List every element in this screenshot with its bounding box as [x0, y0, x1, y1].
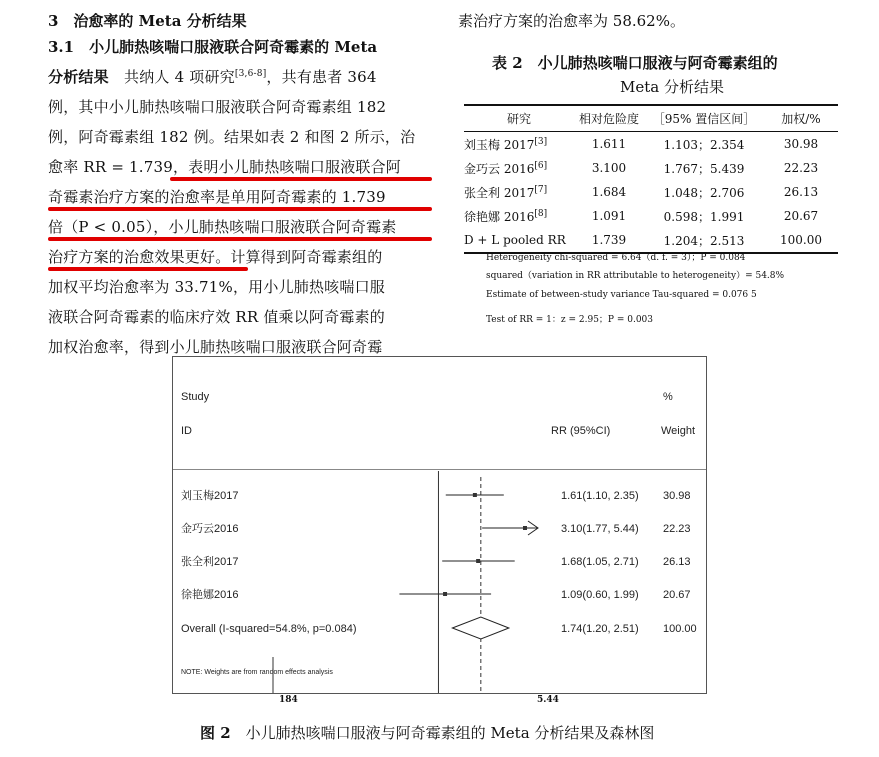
para-line-3: 例，阿奇霉素组 182 例。结果如表 2 和图 2 所示，治: [48, 128, 416, 146]
cell-study: [464, 204, 574, 228]
figure-caption-text: 小儿肺热咳喘口服液与阿奇霉素组的 Meta 分析结果及森林图: [230, 724, 655, 742]
red-underline: [48, 237, 432, 241]
overall-label: Overall (I-squared=54.8%, p=0.084): [181, 623, 357, 635]
red-underline: [170, 177, 432, 181]
table-caption: 表 2 小儿肺热咳喘口服液与阿奇霉素组的: [492, 54, 778, 72]
section-heading-3-1: 3.1 小儿肺热咳喘口服液联合阿奇霉素的 Meta: [48, 38, 378, 56]
meta-table: [464, 104, 838, 254]
para-line-9: 液联合阿奇霉素的临床疗效 RR 值乘以阿奇霉素的: [48, 308, 385, 326]
cell-rr: 1.684: [591, 185, 627, 199]
study-name: 徐艳娜 2016: [464, 209, 535, 224]
axis-right-label: 5.44: [537, 695, 559, 705]
forest-svg: [173, 357, 706, 693]
rr-ci-label: 1.61(1.10, 2.35): [561, 490, 639, 502]
col-study-label: Study: [181, 391, 210, 403]
col-rr-label: RR (95%CI): [551, 425, 611, 437]
point-estimate: [443, 592, 447, 596]
cell-ci: 0.598；1.991: [663, 209, 745, 224]
para-line-10: 加权治愈率，得到小儿肺热咳喘口服液联合阿奇霉: [48, 338, 383, 356]
study-label: 金巧云2016: [181, 523, 239, 535]
heterogeneity-note: Heterogeneity chi-squared = 6.64（d. f. = 3）；P = 0.084: [486, 253, 746, 263]
table-row: [464, 204, 838, 228]
para-line-1: [48, 66, 377, 87]
test-note: Test of RR = 1：z = 2.95；P = 0.003: [486, 315, 654, 325]
table-row: [464, 180, 838, 204]
th-rr: 相对危险度: [578, 112, 639, 126]
col-pct-label: %: [663, 391, 673, 403]
figure-label: 图 2: [200, 724, 231, 742]
weight-label: 26.13: [663, 556, 691, 568]
para-line-6: 倍（P < 0.05），小儿肺热咳喘口服液联合阿奇霉素: [48, 218, 397, 236]
study-name: 刘玉梅 2017: [464, 137, 535, 152]
cell-weight: 100.00: [780, 233, 822, 247]
study-name: D + L pooled RR: [464, 233, 566, 247]
weight-label: 20.67: [663, 589, 691, 601]
citation-sup: [3]: [534, 136, 548, 147]
weight-label: 30.98: [663, 490, 691, 502]
cell-ci: 1.204；2.513: [663, 233, 745, 248]
cell-study: [464, 156, 574, 180]
table-caption-cont: Meta 分析结果: [620, 78, 724, 96]
cell-rr: 1.611: [591, 137, 627, 151]
point-estimate: [523, 526, 527, 530]
th-weight: 加权/%: [781, 112, 821, 126]
heading-3-1-cont: 分析结果: [48, 68, 109, 86]
col-id-label: ID: [181, 425, 192, 437]
para-line-7: [48, 246, 382, 267]
cell-ci: 1.048；2.706: [663, 185, 745, 200]
rr-ci-label: 3.10(1.77, 5.44): [561, 523, 639, 535]
table-row: [464, 132, 838, 157]
cell-weight: 30.98: [783, 137, 819, 151]
citation-sup: [7]: [534, 184, 548, 195]
cell-rr: 1.739: [591, 233, 627, 247]
citation-sup: [3,6-8]: [234, 69, 267, 79]
cell-ci: 1.103；2.354: [663, 137, 745, 152]
figure-caption: [200, 722, 654, 743]
point-estimate: [476, 559, 480, 563]
highlighted-text: 治疗方案的治愈效果更好。: [48, 248, 231, 266]
col-weight-label: Weight: [661, 425, 696, 437]
study-name: 张全利 2017: [464, 185, 535, 200]
weights-note: NOTE: Weights are from random effects analysis: [181, 669, 333, 676]
citation-sup: [8]: [534, 208, 548, 219]
cell-weight: 20.67: [783, 209, 819, 223]
text-segment: 计算得到阿奇霉素组的: [230, 248, 383, 266]
para-line-2: 例，其中小儿肺热咳喘口服液联合阿奇霉素组 182: [48, 98, 387, 116]
overall-weight-label: 100.00: [663, 623, 697, 635]
red-underline: [48, 207, 432, 211]
text-segment: 愈率 RR = 1.739，: [48, 158, 189, 176]
rr-ci-label: 1.68(1.05, 2.71): [561, 556, 639, 568]
table-row: [464, 156, 838, 180]
weight-label: 22.23: [663, 523, 691, 535]
para-line-5: 奇霉素治疗方案的治愈率是单用阿奇霉素的 1.739: [48, 188, 386, 206]
cell-rr: 1.091: [591, 209, 627, 223]
cell-study: [464, 180, 574, 204]
study-label: 徐艳娜2016: [181, 589, 239, 601]
cell-weight: 22.23: [783, 161, 819, 175]
isquared-note: squared（variation in RR attributable to heterogeneity）= 54.8%: [486, 271, 785, 281]
forest-plot: [172, 356, 707, 694]
right-top-line: 素治疗方案的治愈率为 58.62%。: [458, 12, 685, 30]
point-estimate: [473, 493, 477, 497]
section-heading-3: 3 治愈率的 Meta 分析结果: [48, 12, 247, 30]
rr-ci-label: 1.09(0.60, 1.99): [561, 589, 639, 601]
cell-study: [464, 132, 574, 157]
study-label: 刘玉梅2017: [181, 490, 239, 502]
axis-left-label: 184: [279, 695, 298, 705]
study-label: 张全利2017: [181, 556, 239, 568]
para-line-8: 加权平均治愈率为 33.71%，用小儿肺热咳喘口服: [48, 278, 385, 296]
table-header-row: [464, 105, 838, 132]
text-segment: ，共有患者 364: [266, 68, 377, 86]
tau-note: Estimate of between-study variance Tau-squared = 0.076 5: [486, 290, 757, 300]
cell-ci: 1.767；5.439: [663, 161, 745, 176]
citation-sup: [6]: [534, 160, 548, 171]
th-study: 研究: [506, 112, 531, 126]
red-underline: [48, 267, 248, 271]
th-ci: ［95% 置信区间］: [652, 112, 756, 126]
overall-rr-label: 1.74(1.20, 2.51): [561, 623, 639, 635]
text-segment: 共纳人 4 项研究: [108, 68, 235, 86]
cell-rr: 3.100: [591, 161, 627, 175]
study-name: 金巧云 2016: [464, 161, 535, 176]
overall-diamond: [452, 617, 508, 639]
para-line-4: [48, 156, 401, 177]
highlighted-text: 表明小儿肺热咳喘口服液联合阿: [188, 158, 402, 176]
cell-weight: 26.13: [783, 185, 819, 199]
